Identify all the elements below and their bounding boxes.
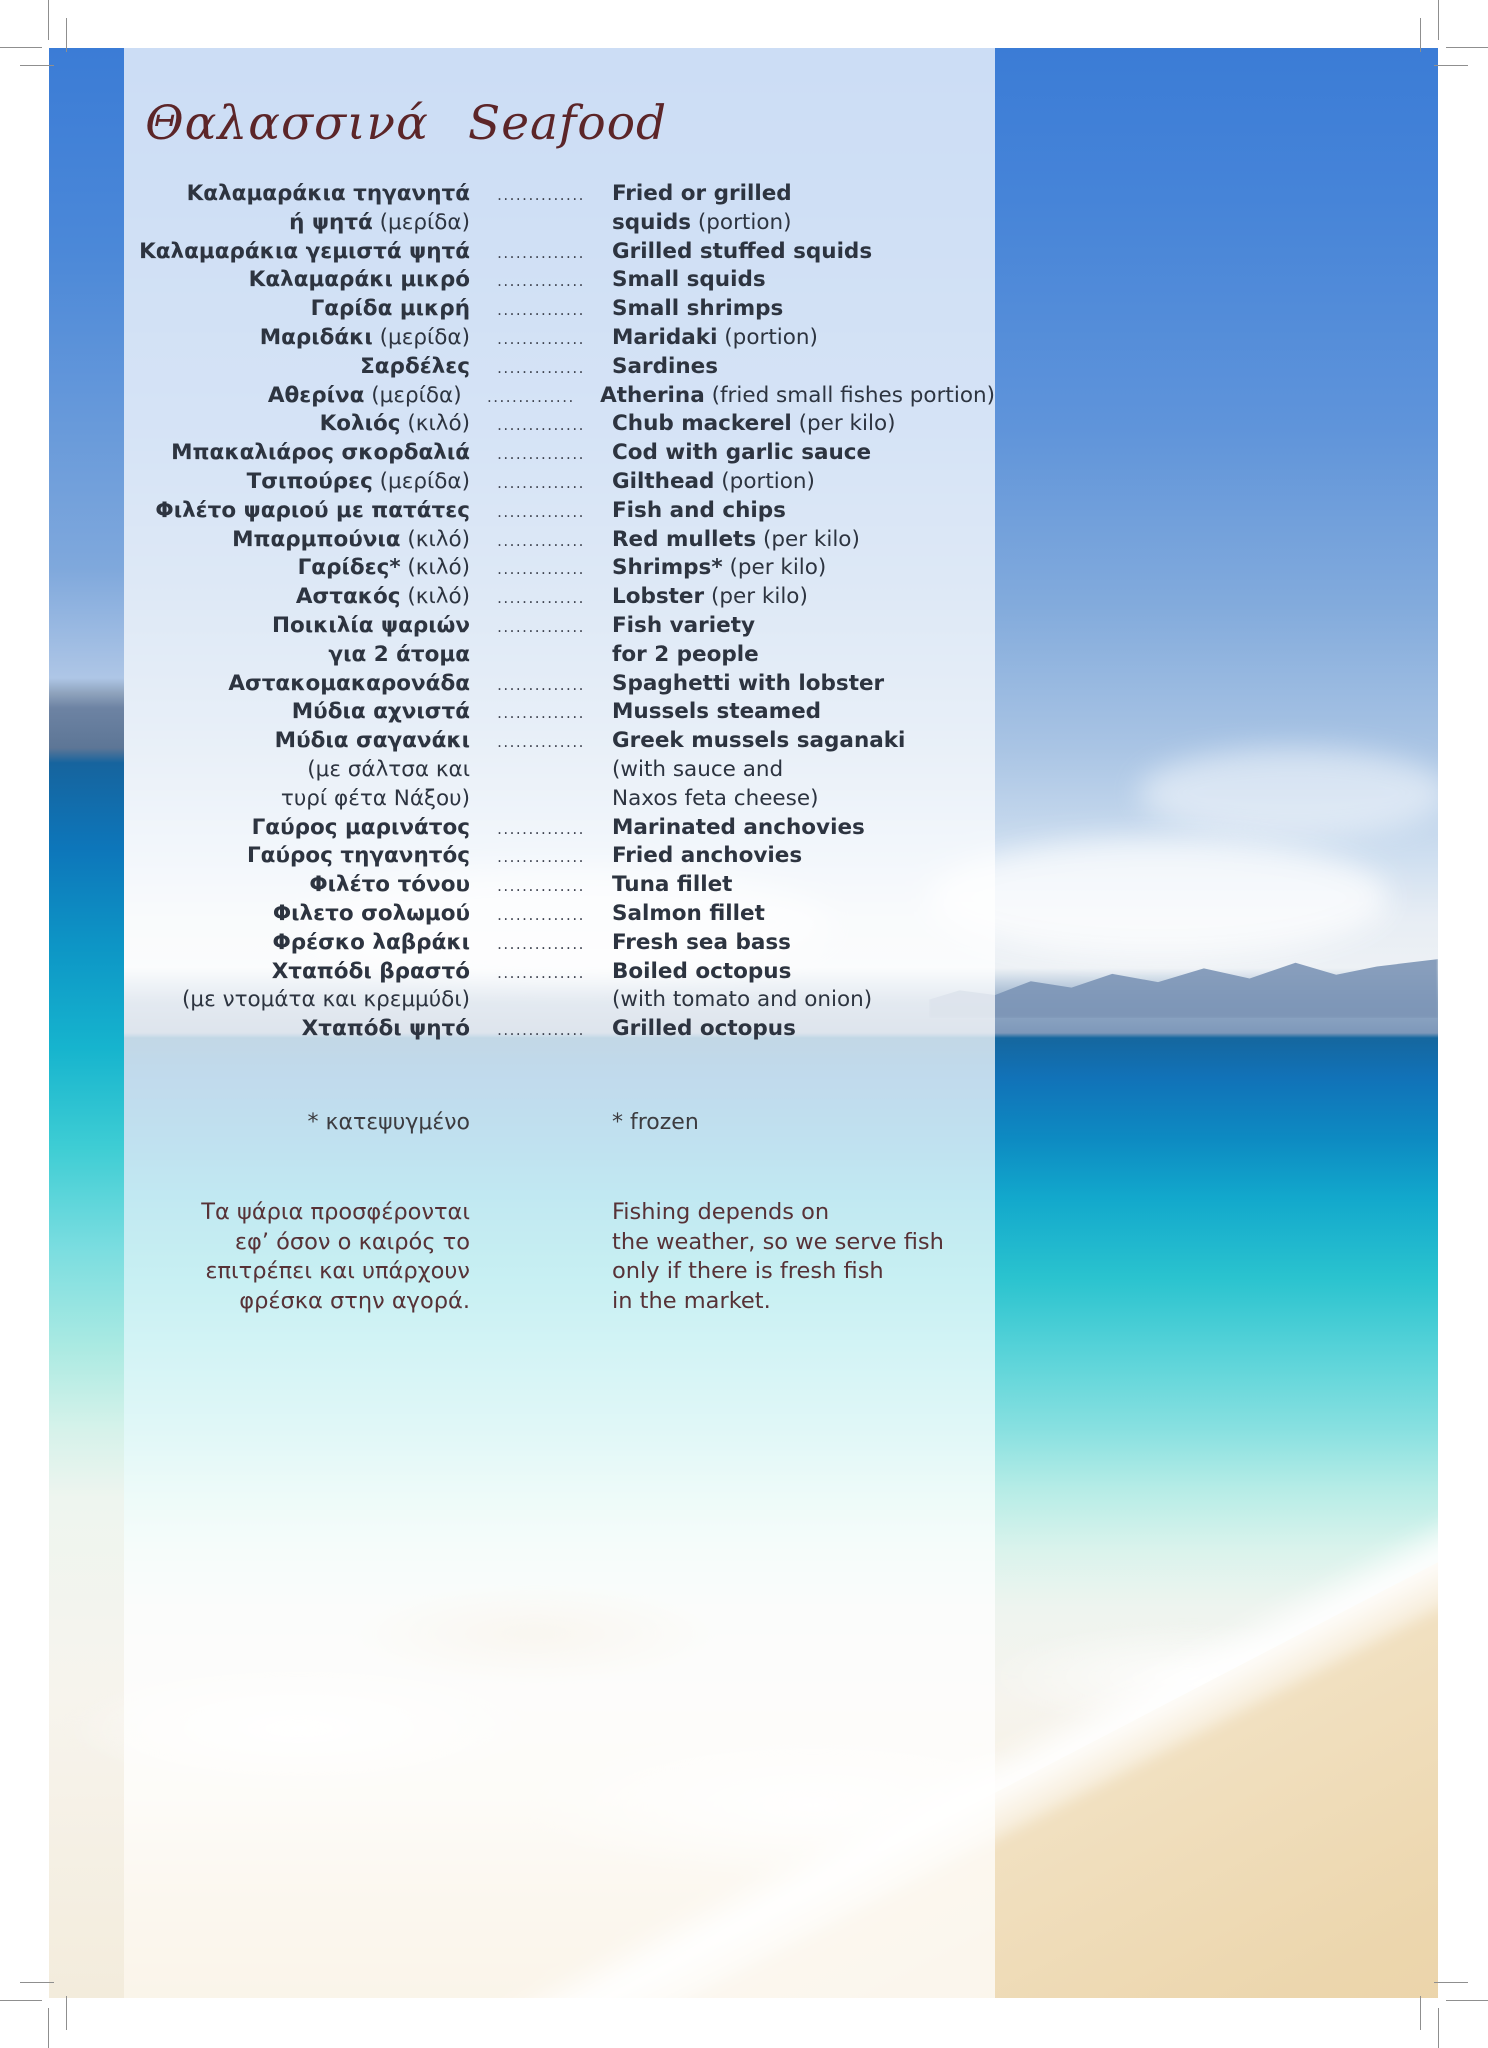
frozen-footnote: [124, 1110, 995, 1135]
crop-mark: [48, 0, 49, 40]
crop-mark: [1446, 47, 1488, 48]
greek-name: Καλαμαράκια γεμιστά ψητά: [139, 238, 470, 264]
availability-note-row: [124, 1287, 995, 1317]
availability-note-greek: επιτρέπει και υπάρχουν: [205, 1258, 470, 1285]
crop-mark: [0, 2000, 42, 2001]
crop-mark: [1438, 0, 1439, 40]
greek-name: Φιλέτο ψαριού με πατάτες: [155, 497, 470, 523]
crop-mark: [20, 1982, 54, 1983]
greek-name: Γαρίδες* (κιλό): [297, 555, 470, 581]
availability-note-row: [124, 1198, 995, 1228]
availability-note-english: Fishing depends on: [612, 1199, 830, 1225]
english-name: Salmon fillet: [612, 900, 765, 926]
availability-note-greek: εφ’ όσον ο καιρός το: [234, 1228, 470, 1255]
greek-name: Μπακαλιάρος σκορδαλιά: [171, 440, 470, 466]
availability-note-greek: Τα ψάρια προσφέρονται: [201, 1199, 470, 1225]
menu-row: [124, 324, 995, 353]
greek-name: ή ψητά (μερίδα): [289, 209, 470, 235]
menu-row: [124, 670, 995, 699]
english-name: Chub mackerel (per kilo): [612, 411, 896, 437]
crop-mark: [48, 2008, 49, 2048]
crop-mark: [1434, 65, 1468, 66]
dots-leader: ..............: [497, 358, 585, 377]
menu-page: [124, 48, 995, 1998]
greek-name: Αστακομακαρονάδα: [228, 670, 470, 696]
english-name: Marinated anchovies: [612, 814, 865, 840]
english-name: for 2 people: [612, 641, 759, 667]
dots-leader: ..............: [497, 589, 585, 608]
dots-leader: ..............: [497, 272, 585, 291]
english-name: Fried anchovies: [612, 843, 803, 869]
crop-mark: [20, 65, 54, 66]
english-name: Mussels steamed: [612, 699, 822, 725]
greek-name: Μπαρμπούνια (κιλό): [232, 526, 470, 552]
english-name: Lobster (per kilo): [612, 584, 808, 610]
menu-row: [124, 209, 995, 238]
menu-row: [124, 612, 995, 641]
dots-leader: ..............: [486, 387, 575, 406]
dots-leader: ..............: [497, 934, 585, 953]
greek-name: Γαρίδα μικρή: [310, 296, 470, 322]
greek-name: Σαρδέλες: [360, 353, 470, 379]
english-name: Fish and chips: [612, 497, 786, 523]
crop-mark: [0, 47, 42, 48]
english-name: Shrimps* (per kilo): [612, 555, 827, 581]
english-name: Naxos feta cheese): [612, 785, 819, 811]
menu-header-english: Seafood: [468, 96, 668, 151]
menu-row: [124, 958, 995, 987]
availability-note-english: in the market.: [612, 1287, 771, 1314]
menu-row: [124, 382, 995, 411]
greek-name: Κολιός (κιλό): [319, 411, 470, 437]
greek-name: Καλαμαράκι μικρό: [248, 267, 470, 293]
dots-leader: ..............: [497, 329, 585, 348]
menu-row: [124, 986, 995, 1015]
dots-leader: ..............: [497, 704, 585, 723]
menu-row: [124, 900, 995, 929]
english-name: Fish variety: [612, 612, 756, 638]
menu-row: [124, 353, 995, 382]
availability-note: [124, 1198, 995, 1316]
english-name: Grilled stuffed squids: [612, 238, 873, 264]
english-name: Spaghetti with lobster: [612, 670, 885, 696]
english-name: Small shrimps: [612, 296, 784, 322]
frozen-footnote-greek: * κατεψυγμένο: [307, 1110, 470, 1135]
availability-note-row: [124, 1228, 995, 1258]
dots-leader: ..............: [497, 617, 585, 636]
greek-name: Αθερίνα (μερίδα): [267, 382, 462, 408]
availability-note-english: only if there is fresh fish: [612, 1258, 884, 1285]
english-name: Grilled octopus: [612, 1016, 796, 1042]
menu-row: [124, 814, 995, 843]
greek-name: Γαύρος τηγανητός: [246, 843, 470, 869]
frozen-footnote-english: * frozen: [612, 1110, 699, 1135]
english-name: squids (portion): [612, 209, 792, 235]
menu-header: [124, 96, 667, 151]
greek-name: τυρί φέτα Νάξου): [280, 785, 470, 811]
dots-leader: ..............: [497, 186, 585, 204]
crop-mark: [1420, 18, 1421, 52]
menu-row: [124, 1015, 995, 1044]
menu-row: [124, 871, 995, 900]
dots-leader: ..............: [497, 531, 585, 550]
english-name: Red mullets (per kilo): [612, 526, 860, 552]
menu-row: [124, 295, 995, 324]
dots-leader: ..............: [497, 243, 585, 262]
english-name: (with sauce and: [612, 756, 784, 782]
menu-row: [124, 497, 995, 526]
greek-name: Φιλετο σολωμού: [272, 900, 470, 926]
dots-leader: ..............: [497, 733, 585, 752]
crop-mark: [66, 1996, 67, 2030]
menu-row: [124, 266, 995, 295]
dots-leader: ..............: [497, 819, 585, 838]
greek-name: Ποικιλία ψαριών: [272, 612, 470, 638]
menu-row: [124, 641, 995, 670]
menu-row: [124, 698, 995, 727]
cloud: [1139, 748, 1438, 838]
menu-row: [124, 439, 995, 468]
greek-name: (με σάλτσα και: [307, 756, 470, 782]
greek-name: Μύδια σαγανάκι: [274, 728, 470, 754]
menu-row: [124, 410, 995, 439]
menu-row: [124, 583, 995, 612]
greek-name: Τσιπούρες (μερίδα): [246, 468, 470, 494]
greek-name: (με ντομάτα και κρεμμύδι): [182, 987, 470, 1013]
english-name: Tuna fillet: [612, 872, 733, 898]
dots-leader: ..............: [497, 877, 585, 896]
crop-mark: [1446, 2000, 1488, 2001]
availability-note-row: [124, 1257, 995, 1287]
dots-leader: ..............: [497, 1021, 585, 1040]
dots-leader: ..............: [497, 301, 585, 320]
greek-name: Φιλέτο τόνου: [309, 872, 470, 898]
english-name: Gilthead (portion): [612, 468, 815, 494]
dots-leader: ..............: [497, 473, 585, 492]
availability-note-english: the weather, so we serve fish: [612, 1228, 944, 1255]
menu-row: [124, 180, 995, 209]
crop-mark: [1420, 1996, 1421, 2030]
greek-name: Μαριδάκι (μερίδα): [259, 324, 470, 350]
greek-name: για 2 άτομα: [328, 641, 470, 667]
crop-mark: [1434, 1982, 1468, 1983]
menu-row: [124, 785, 995, 814]
cloud: [929, 838, 1389, 958]
dots-leader: ..............: [497, 675, 585, 694]
menu-row: [124, 468, 995, 497]
english-name: Fried or grilled: [612, 181, 792, 206]
menu-row: [124, 238, 995, 267]
greek-name: Χταπόδι ψητό: [301, 1016, 470, 1042]
english-name: Maridaki (portion): [612, 324, 818, 350]
english-name: Cod with garlic sauce: [612, 440, 872, 466]
english-name: Sardines: [612, 353, 719, 379]
dots-leader: ..............: [497, 502, 585, 521]
menu-row: [124, 554, 995, 583]
menu-row: [124, 727, 995, 756]
greek-name: Χταπόδι βραστό: [271, 958, 470, 984]
greek-name: Καλαμαράκια τηγανητά: [186, 181, 470, 206]
dots-leader: ..............: [497, 445, 585, 464]
english-name: Greek mussels saganaki: [612, 728, 906, 754]
menu-row: [124, 756, 995, 785]
dots-leader: ..............: [497, 848, 585, 867]
dots-leader: ..............: [497, 560, 585, 579]
menu-row: [124, 929, 995, 958]
dots-leader: ..............: [497, 963, 585, 982]
menu-header-greek: Θαλασσινά: [145, 96, 429, 151]
english-name: Fresh sea bass: [612, 929, 791, 955]
english-name: Boiled octopus: [612, 958, 792, 984]
greek-name: Γαύρος μαρινάτος: [251, 814, 470, 840]
english-name: (with tomato and onion): [612, 987, 873, 1013]
dots-leader: ..............: [497, 416, 585, 435]
crop-mark: [1438, 2008, 1439, 2048]
menu-row: [124, 526, 995, 555]
menu-item-list: [124, 180, 995, 1044]
greek-name: Αστακός (κιλό): [295, 584, 470, 610]
availability-note-greek: φρέσκα στην αγορά.: [239, 1287, 470, 1314]
menu-row: [124, 842, 995, 871]
greek-name: Μύδια αχνιστά: [291, 699, 470, 725]
crop-mark: [66, 18, 67, 52]
greek-name: Φρέσκο λαβράκι: [272, 929, 470, 955]
english-name: Small squids: [612, 267, 766, 293]
english-name: Atherina (fried small fishes portion): [600, 382, 995, 408]
dots-leader: ..............: [497, 905, 585, 924]
